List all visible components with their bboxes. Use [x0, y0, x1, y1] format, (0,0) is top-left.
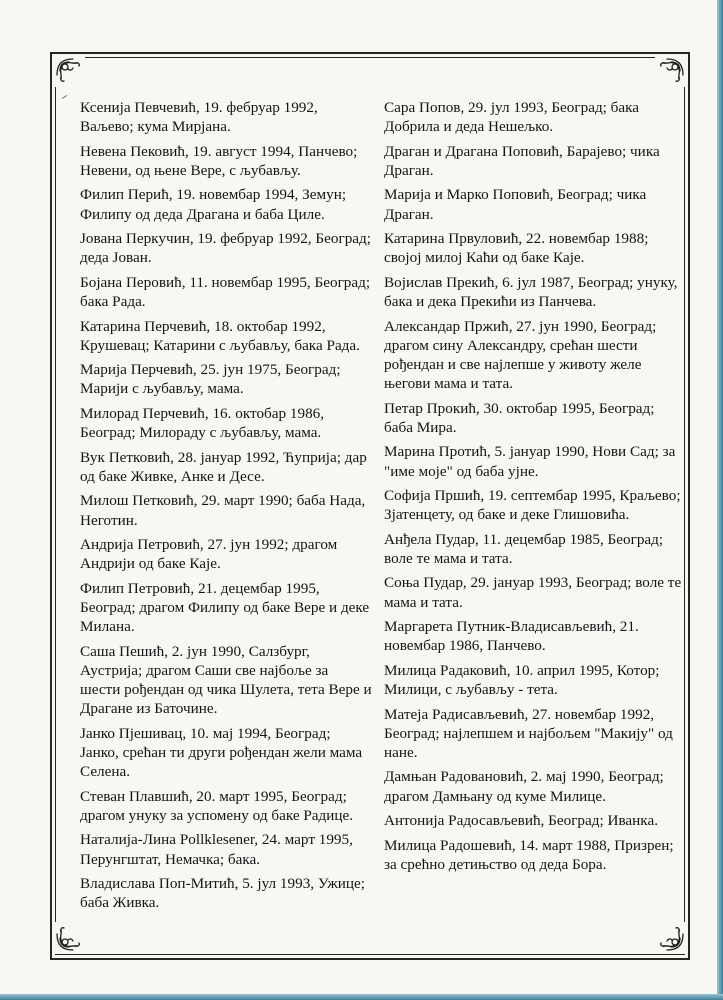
floral-ornament-icon: [53, 922, 85, 954]
dedication-entry: Катарина Првуловић, 22. новембар 1988; својој милој Каћи од баке Каје.: [384, 230, 649, 267]
page-edge-right: [717, 0, 723, 1000]
dedication-entry: Александар Пржић, 27. јун 1990, Београд; драгом сину Александру, срећан шести рођендан и све најлепше у животу желе његови мама и тата.: [384, 317, 657, 393]
dedication-entry: Катарина Перчевић, 18. октобар 1992, Крушевац; Катарини с љубављу, бака Рада.: [80, 317, 360, 354]
dedication-entry: Бојана Перовић, 11. новембар 1995, Београд; бака Рада.: [80, 273, 371, 311]
dedication-entry: Вук Петковић, 28. јануар 1992, Ћуприја; дар од баке Живке, Анке и Десе.: [80, 448, 367, 485]
dedication-entry: Јована Перкучин, 19. фебруар 1992, Београд; деда Јован.: [80, 230, 371, 267]
dedication-entry: Невена Пековић, 19. август 1994, Панчево; Невени, од њене Вере, с љубављу.: [80, 142, 358, 179]
dedication-entry: Петар Прокић, 30. октобар 1995, Београд; баба Мира.: [384, 399, 655, 436]
dedication-entry: Филип Перић, 19. новембар 1994, Земун; Филипу од деда Драгана и баба Циле.: [80, 186, 347, 223]
dedication-entry: Дамњан Радовановић, 2. мај 1990, Београд; драгом Дамњану од куме Милице.: [384, 768, 664, 805]
dedication-entry: Наталија-Лина Pollklesener, 24. март 1995, Перунгштат, Немачка; бака.: [80, 831, 353, 868]
dedication-entry: Марина Протић, 5. јануар 1990, Нови Сад; за "име моје" од баба ујне.: [384, 443, 676, 480]
dedication-entry: Маргарета Путник-Владисављевић, 21. новембар 1986, Панчево.: [384, 618, 639, 655]
dedication-entry: Саша Пешић, 2. јун 1990, Салзбург, Аустрија; драгом Саши све најбоље за шести рођендан од чика Шулета, тета Вере и Драгане из Баточине.: [80, 642, 372, 718]
dedication-entry: Милица Радошевић, 14. март 1988, Призрен; за срећно детињство од деда Бора.: [384, 836, 674, 873]
page-edge-bottom: [0, 994, 723, 1000]
dedication-entry: Соња Пудар, 29. јануар 1993, Београд; воле те мама и тата.: [384, 574, 682, 611]
left-column: [80, 98, 372, 918]
dedication-entry: Антонија Радосављевић, Београд; Иванка.: [384, 812, 658, 830]
dedication-entry: Матеја Радисављевић, 27. новембар 1992, Београд; најлепшем и најбољем "Макију" од нане.: [384, 705, 673, 761]
floral-ornament-icon: [655, 922, 687, 954]
dedication-entry: Милица Радаковић, 10. април 1995, Котор; Милици, с љубављу - тета.: [384, 661, 660, 699]
dedication-entry: Марија Перчевић, 25. јун 1975, Београд; Марији с љубављу, мама.: [80, 361, 341, 398]
dedication-entry: Филип Петровић, 21. децембар 1995, Београд; драгом Филипу од баке Вере и деке Милана.: [80, 579, 370, 636]
dedication-entry: Стеван Плавшић, 20. март 1995, Београд; драгом унуку за успомену од баке Радице.: [80, 787, 354, 824]
dedication-entry: Драган и Драгана Поповић, Барајево; чика Драган.: [384, 142, 660, 179]
right-column: [384, 98, 682, 879]
dedication-entry: Владислава Поп-Митић, 5. јул 1993, Ужице; баба Живка.: [80, 875, 366, 912]
dedication-entry: Јанко Пјешивац, 10. мај 1994, Београд; Јанко, срећан ти други рођендан жели мама Селена.: [80, 724, 363, 781]
dedication-entry: Милош Петковић, 29. март 1990; баба Нада, Неготин.: [80, 492, 366, 529]
dedication-entry: Марија и Марко Поповић, Београд; чика Драган.: [384, 186, 647, 223]
dedication-entry: Војислав Прекић, 6. јул 1987, Београд; унуку, бака и дека Прекићи из Панчева.: [384, 273, 678, 311]
floral-ornament-icon: [53, 55, 85, 87]
dedication-entry: Андрија Петровић, 27. јун 1992; драгом Андрији од баке Каје.: [80, 536, 338, 573]
dedication-entry: Милорад Перчевић, 16. октобар 1986, Београд; Милораду с љубављу, мама.: [80, 404, 325, 442]
floral-ornament-icon: [655, 55, 687, 87]
dedication-entry: Ксенија Певчевић, 19. фебруар 1992, Ваљево; кума Мирјана.: [80, 99, 318, 136]
dedication-entry: Софија Пршић, 19. септембар 1995, Краљево; Зјатенцету, од баке и деке Глишовића.: [384, 487, 681, 524]
dedication-entry: Анђела Пудар, 11. децембар 1985, Београд; воле те мама и тата.: [384, 530, 664, 567]
dedication-entry: Сара Попов, 29. јул 1993, Београд; бака Добрила и деда Нешељко.: [384, 99, 640, 136]
